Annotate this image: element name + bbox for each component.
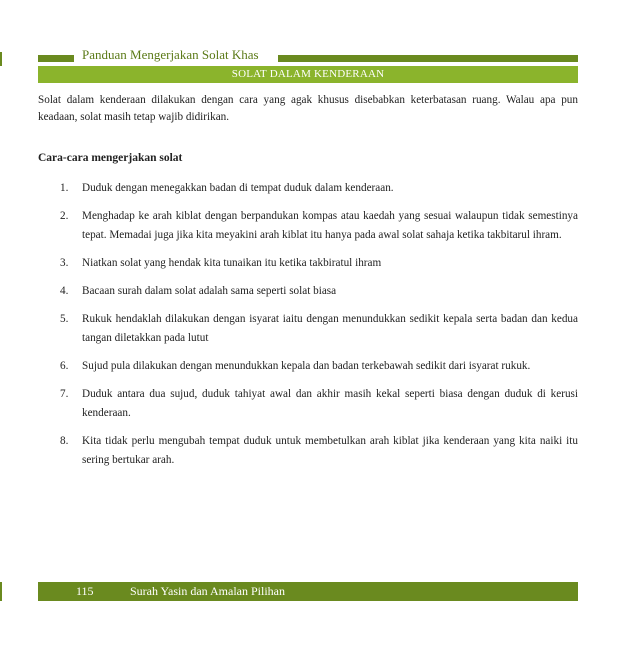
step-number: 5. (60, 313, 69, 325)
step-text: Kita tidak perlu mengubah tempat duduk untuk membetulkan arah kiblat jika kenderaan yang kita naiki itu sering bertukar arah. (82, 435, 578, 466)
step-text: Bacaan surah dalam solat adalah sama seperti solat biasa (82, 285, 337, 297)
page-number: 115 (76, 584, 94, 598)
book-title: Surah Yasin dan Amalan Pilihan (130, 584, 285, 598)
list-item (60, 357, 578, 376)
step-text: Duduk dengan menegakkan badan di tempat duduk dalam kenderaan. (82, 182, 394, 194)
running-title: Panduan Mengerjakan Solat Khas (82, 47, 259, 62)
step-number: 3. (60, 257, 69, 269)
list-item (60, 179, 578, 198)
section-title: SOLAT DALAM KENDERAAN (38, 66, 578, 83)
step-text: Sujud pula dilakukan dengan menundukkan kepala dan badan terkebawah sedikit dari isyarat rukuk. (82, 360, 531, 372)
step-text: Niatkan solat yang hendak kita tunaikan itu ketika takbiratul ihram (82, 257, 382, 269)
header-bar-left (38, 55, 74, 62)
footer-bar (38, 582, 578, 601)
step-number: 2. (60, 210, 69, 222)
step-number: 7. (60, 388, 69, 400)
step-text: Menghadap ke arah kiblat dengan berpandukan kompas atau kaedah yang sesuai walaupun tidak semestinya tepat. Memadai juga jika kita meyakini arah kiblat itu hanya pada awal solat sahaja ketika takbitarul ihram. (82, 210, 578, 241)
intro-paragraph: Solat dalam kenderaan dilakukan dengan cara yang agak khusus disebabkan keterbatasan ruang. Walau apa pun keadaan, solat masih tetap wajib didirikan. (38, 94, 578, 123)
subheading: Cara-cara mengerjakan solat (38, 152, 183, 164)
list-item (60, 207, 578, 245)
step-number: 8. (60, 435, 69, 447)
list-item (60, 432, 578, 470)
steps-list (60, 179, 578, 479)
list-item (60, 282, 578, 301)
list-item (60, 385, 578, 423)
step-number: 6. (60, 360, 69, 372)
header-bar-right (278, 55, 578, 62)
list-item (60, 310, 578, 348)
edge-mark-top (0, 52, 2, 66)
list-item (60, 254, 578, 273)
step-number: 1. (60, 182, 69, 194)
step-number: 4. (60, 285, 69, 297)
edge-mark-bottom (0, 582, 2, 601)
step-text: Rukuk hendaklah dilakukan dengan isyarat iaitu dengan menundukkan sedikit kepala serta badan dan kedua tangan diletakkan pada lutut (82, 313, 578, 344)
step-text: Duduk antara dua sujud, duduk tahiyat awal dan akhir masih kekal seperti biasa dengan duduk di kerusi kenderaan. (82, 388, 578, 419)
